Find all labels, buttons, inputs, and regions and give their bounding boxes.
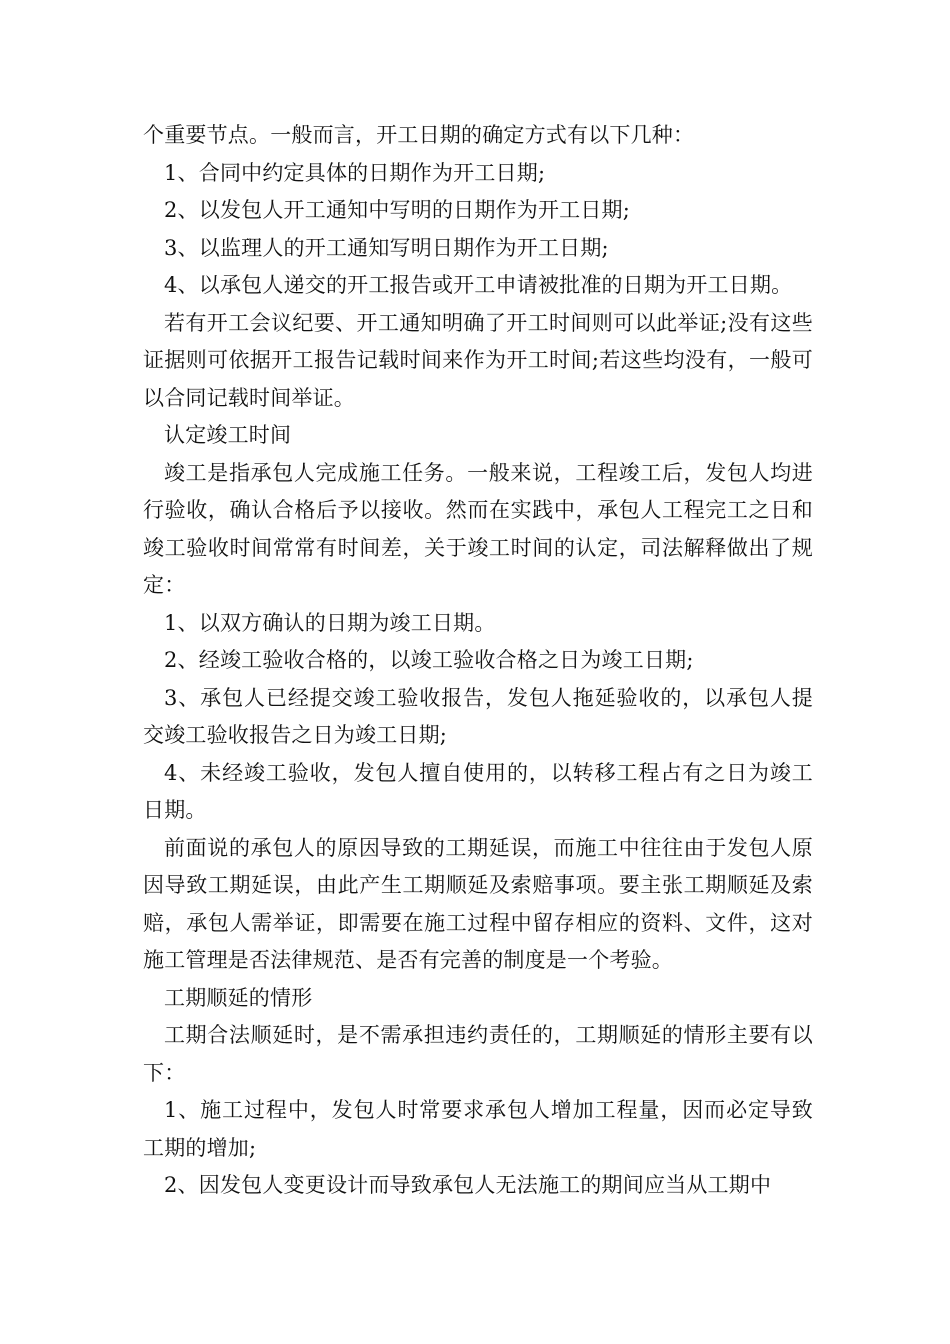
list-item: 1、合同中约定具体的日期作为开工日期; — [164, 160, 546, 185]
paragraph: 若有开工会议纪要、开工通知明确了开工时间则可以此举证;没有这些证据则可依据开工报告记载时间来作为开工时间;若这些均没有，一般可以合同记载时间举证。 — [143, 310, 813, 410]
section-heading: 认定竣工时间 — [164, 423, 292, 447]
list-item: 1、施工过程中，发包人时常要求承包人增加工程量，因而必定导致工期的增加; — [143, 1098, 813, 1160]
paragraph: 竣工是指承包人完成施工任务。一般来说，工程竣工后，发包人均进行验收，确认合格后予以接收。然而在实践中，承包人工程完工之日和竣工验收时间常常有时间差，关于竣工时间的认定，司法解释做出了规定： — [143, 460, 813, 597]
list-item: 3、承包人已经提交竣工验收报告，发包人拖延验收的，以承包人提交竣工验收报告之日为竣工日期; — [143, 685, 813, 747]
list-item: 2、以发包人开工通知中写明的日期作为开工日期; — [164, 198, 631, 222]
list-item: 4、未经竣工验收，发包人擅自使用的，以转移工程占有之日为竣工日期。 — [143, 760, 813, 822]
paragraph: 个重要节点。一般而言，开工日期的确定方式有以下几种： — [143, 123, 695, 147]
paragraph: 工期合法顺延时，是不需承担违约责任的，工期顺延的情形主要有以下： — [143, 1023, 813, 1085]
list-item: 4、以承包人递交的开工报告或开工申请被批准的日期为开工日期。 — [164, 273, 793, 297]
document-body — [143, 117, 813, 1205]
list-item: 2、经竣工验收合格的，以竣工验收合格之日为竣工日期; — [164, 648, 694, 672]
section-heading: 工期顺延的情形 — [164, 985, 313, 1010]
list-item: 1、以双方确认的日期为竣工日期。 — [164, 610, 496, 635]
paragraph: 前面说的承包人的原因导致的工期延误，而施工中往往由于发包人原因导致工期延误，由此产生工期顺延及索赔事项。要主张工期顺延及索赔，承包人需举证，即需要在施工过程中留存相应的资料、文件，这对施工管理是否法律规范、是否有完善的制度是一个考验。 — [143, 835, 813, 972]
list-item: 3、以监理人的开工通知写明日期作为开工日期; — [164, 235, 609, 260]
list-item: 2、因发包人变更设计而导致承包人无法施工的期间应当从工期中 — [164, 1173, 772, 1197]
